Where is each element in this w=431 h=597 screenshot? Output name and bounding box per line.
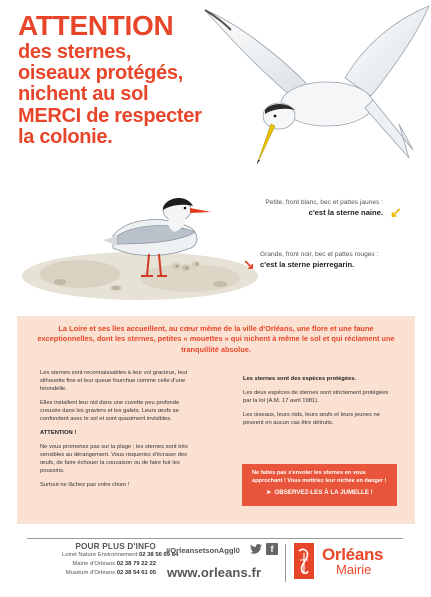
contact-line — [62, 569, 156, 578]
contact-label: Muséum d'Orléans — [65, 569, 116, 576]
orleans-logo-icon — [294, 543, 314, 579]
website-link[interactable]: www.orleans.fr — [167, 565, 262, 580]
warning-cta-label: OBSERVEZ-LES À LA JUMELLE ! — [274, 489, 373, 496]
warning-box — [242, 464, 397, 506]
footer-vertical-divider — [285, 544, 286, 582]
headline-line: oiseaux protégés, — [18, 61, 183, 84]
caption-sterne-pierregarin — [260, 251, 378, 269]
warning-text: Ne faites pas s'envoler les sternes en vous approchant ! Vous mettriez leur nichée en danger ! — [252, 470, 387, 484]
orleans-logo — [294, 543, 383, 579]
hashtag: #OrleansetsonAggl0 — [166, 546, 240, 555]
paragraph: Ne vous promenez pas sur la plage ; les sternes sont très sensibles au dérangement. Vous risqueriez d'écraser des œufs, de faire échouer la couvaison ou de faire fuir les poussins. — [40, 443, 188, 474]
logo-line2: Mairie — [336, 562, 372, 577]
caption-description: Petite, front blanc, bec et pattes jaunes : — [265, 199, 383, 206]
standing-tern-illustration — [95, 178, 215, 290]
paragraph: Les oiseaux, leurs nids, leurs œufs et leurs jeunes ne peuvent en aucun cas être détruits. — [243, 411, 380, 426]
footer-divider — [27, 538, 403, 539]
paragraph: Elles installent leur nid dans une cuvette peu profonde creusée dans les graviers et les galets. Leurs œufs se confondent avec le sol et sont quasiment invisibles. — [40, 399, 180, 422]
down-right-arrow-icon: ↘ — [243, 256, 255, 272]
warning-cta — [242, 489, 397, 496]
contact-label: Mairie d'Orléans — [72, 560, 116, 567]
headline — [18, 12, 218, 148]
contact-line — [62, 560, 156, 569]
contact-line — [62, 551, 179, 560]
contact-info — [62, 542, 179, 578]
logo-text — [322, 546, 383, 576]
left-column — [40, 370, 198, 496]
caption-sterne-naine — [265, 199, 383, 217]
headline-line: nichent au sol — [18, 83, 149, 106]
social-icons — [250, 543, 278, 555]
paragraph: Surtout ne lâchez pas votre chien ! — [40, 481, 130, 488]
contact-number: 02 38 54 61 05 — [116, 569, 156, 576]
down-left-arrow-icon: ↙ — [390, 204, 402, 220]
contact-number: 02 38 79 22 22 — [116, 560, 156, 567]
paragraph: Les sternes sont reconnaissables à leur vol gracieux, leur silhouette fine et leur queue fourchue comme celle d'une hirondelle. — [40, 370, 188, 392]
caption-species-name: c'est la sterne naine. — [308, 208, 383, 217]
caption-description: Grande, front noir, bec et pattes rouges : — [260, 251, 379, 258]
contact-label: Loiret Nature Environnement — [62, 552, 138, 558]
flying-tern-illustration — [195, 4, 431, 180]
right-column — [243, 376, 395, 434]
info-title: POUR PLUS D'INFO — [75, 542, 156, 551]
facebook-icon[interactable]: f — [266, 543, 278, 555]
twitter-icon[interactable] — [250, 543, 262, 555]
contact-number: 02 38 56 69 84 — [138, 552, 179, 558]
paragraph: Les deux espèces de sternes sont strictement protégées par la loi (A.M. 17 avril 1981). — [243, 389, 389, 404]
headline-line: MERCI de respecter — [18, 104, 202, 127]
headline-line: des sternes, — [18, 40, 132, 63]
intro-text: La Loire et ses îles accueillent, au cœur même de la ville d'Orléans, une flore et une faune exceptionnelles, dont les sternes, petites « mouettes » qui nichent à même le sol et qui réclament une tranquillité absolue. — [37, 324, 395, 354]
caption-species-name: c'est la sterne pierregarin. — [260, 260, 355, 269]
arrow-right-icon: ➤ — [266, 489, 272, 496]
headline-line: la colonie. — [18, 126, 113, 149]
protected-species-heading: Les sternes sont des espèces protégées. — [243, 376, 357, 382]
logo-line1: Orléans — [322, 545, 384, 564]
attention-heading: ATTENTION ! — [40, 429, 77, 436]
headline-title: ATTENTION — [18, 10, 174, 41]
